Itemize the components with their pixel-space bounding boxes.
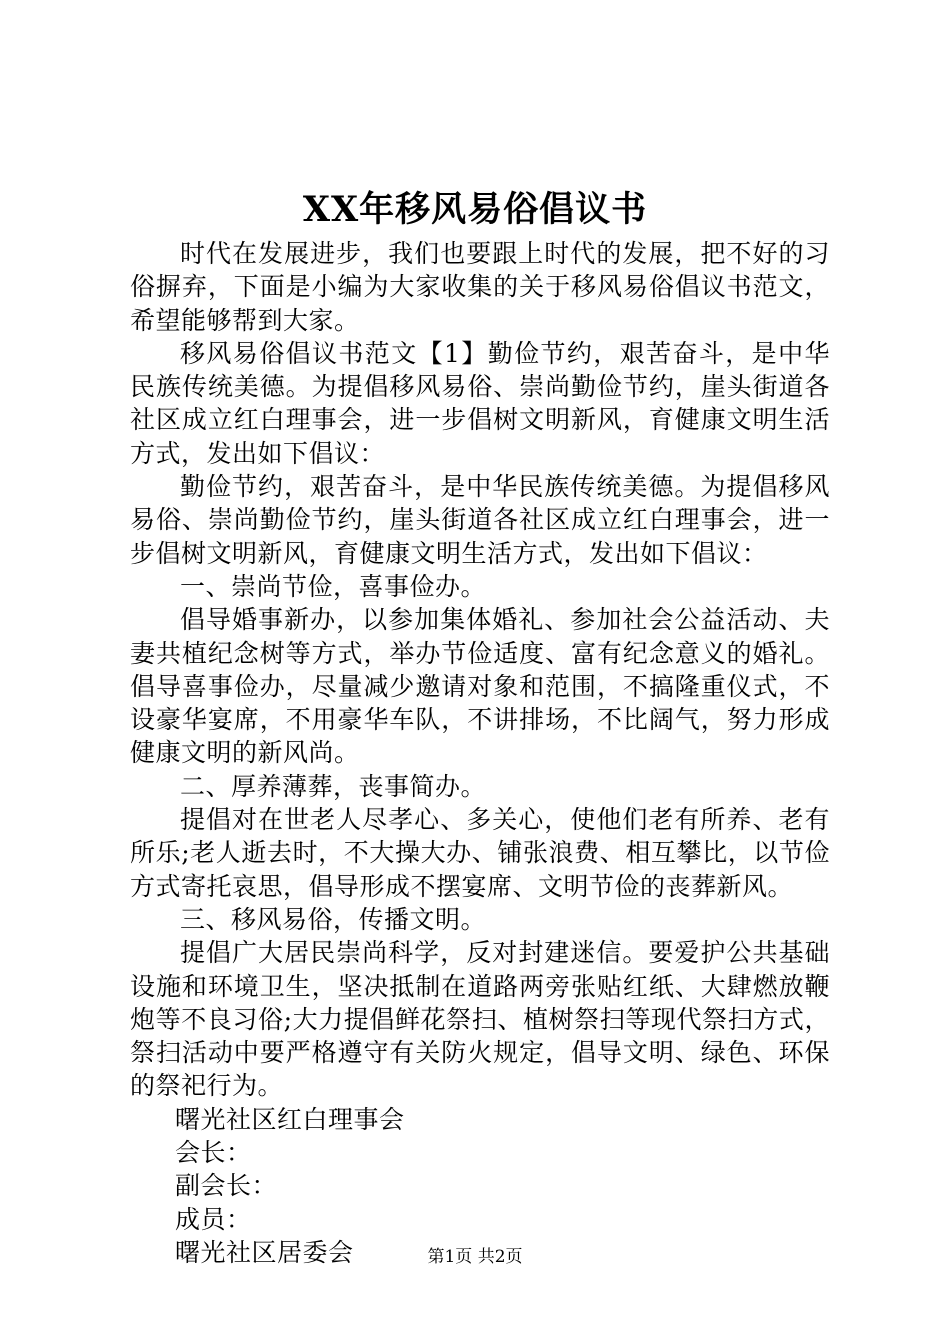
paragraph-wedding: 倡导婚事新办，以参加集体婚礼、参加社会公益活动、夫妻共植纪念树等方式，举办节俭适度、富有纪念意义的婚礼。倡导喜事俭办，尽量减少邀请对象和范围，不搞隆重仪式，不设豪华宴席，不用豪华车队，不讲排场，不比阔气，努力形成健康文明的新风尚。 <box>130 605 830 768</box>
paragraph-sample-1: 移风易俗倡议书范文【1】勤俭节约，艰苦奋斗，是中华民族传统美德。为提倡移风易俗、崇尚勤俭节约，崖头街道各社区成立红白理事会，进一步倡树文明新风，育健康文明生活方式，发出如下倡议： <box>130 338 830 468</box>
section-heading-2: 二、厚养薄葬，丧事简办。 <box>180 771 487 801</box>
section-heading-3: 三、移风易俗，传播文明。 <box>180 904 487 934</box>
document-title: XX年移风易俗倡议书 <box>302 189 648 230</box>
paragraph-preamble: 勤俭节约，艰苦奋斗，是中华民族传统美德。为提倡移风易俗、崇尚勤俭节约，崖头街道各社区成立红白理事会，进一步倡树文明新风，育健康文明生活方式，发出如下倡议： <box>130 472 830 568</box>
paragraph-funeral: 提倡对在世老人尽孝心、多关心，使他们老有所养、老有所乐;老人逝去时，不大操大办、铺张浪费、相互攀比，以节俭方式寄托哀思，倡导形成不摆宴席、文明节俭的丧葬新风。 <box>130 805 830 901</box>
signature-president: 会长： <box>175 1138 252 1168</box>
paragraph-intro: 时代在发展进步，我们也要跟上时代的发展，把不好的习俗摒弃，下面是小编为大家收集的关于移风易俗倡议书范文，希望能够帮到大家。 <box>130 239 830 335</box>
section-heading-1: 一、崇尚节俭，喜事俭办。 <box>180 571 487 601</box>
document-body <box>130 237 830 1269</box>
paragraph-customs: 提倡广大居民崇尚科学，反对封建迷信。要爱护公共基础设施和环境卫生，坚决抵制在道路两旁张贴红纸、大肆燃放鞭炮等不良习俗;大力提倡鲜花祭扫、植树祭扫等现代祭扫方式，祭扫活动中要严格遵守有关防火规定，倡导文明、绿色、环保的祭祀行为。 <box>130 938 830 1101</box>
signature-members: 成员： <box>175 1204 252 1234</box>
signature-council: 曙光社区红白理事会 <box>175 1104 405 1134</box>
signature-vice-president: 副会长： <box>175 1171 278 1201</box>
page-footer: 第1页 共2页 <box>427 1247 523 1267</box>
signature-committee: 曙光社区居委会 <box>175 1237 354 1267</box>
